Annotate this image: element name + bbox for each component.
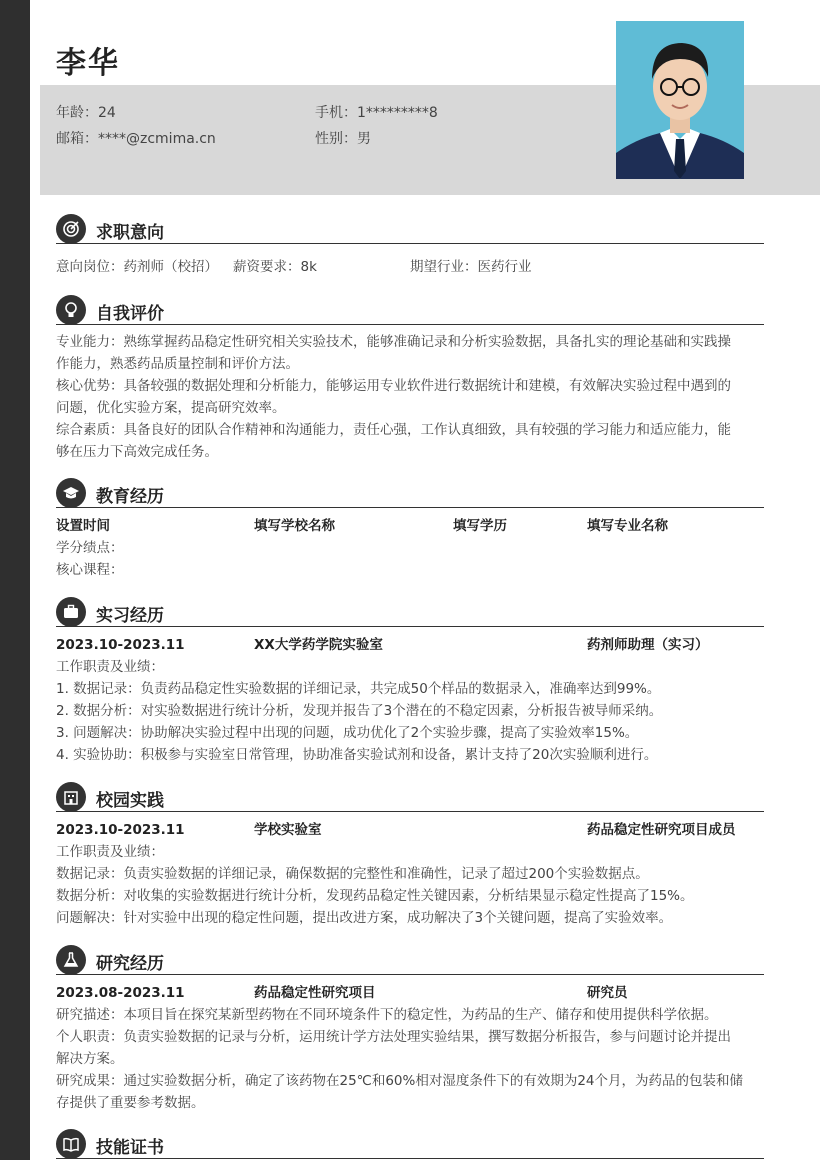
section-self-evaluation	[56, 295, 764, 463]
edu-major: 填写专业名称	[587, 518, 668, 534]
self-eval-line: 核心优势：具备较强的数据处理和分析能力，能够运用专业软件进行数据统计和建模，有效解决实验过程中遇到的	[56, 378, 731, 394]
target-icon	[56, 214, 86, 244]
section-campus-practice	[56, 782, 764, 929]
self-eval-line: 作能力，熟悉药品质量控制和评价方法。	[56, 356, 299, 372]
research-org: 药品稳定性研究项目	[254, 985, 376, 1001]
phone-info: 手机：1*********8	[315, 105, 438, 121]
intern-org: XX大学药学院实验室	[254, 637, 383, 653]
left-dark-bar	[0, 0, 30, 1160]
campus-line: 数据分析：对收集的实验数据进行统计分析，发现药品稳定性关键因素，分析结果显示稳定性提高了15%。	[56, 888, 694, 904]
intent-industry: 期望行业：医药行业	[410, 259, 532, 275]
section-title: 校园实践	[96, 791, 164, 811]
intent-position: 意向岗位：药剂师（校招）	[56, 259, 218, 275]
gender-info: 性别：男	[315, 131, 371, 147]
research-time: 2023.08-2023.11	[56, 985, 185, 1001]
section-title: 技能证书	[96, 1138, 164, 1158]
book-icon	[56, 1129, 86, 1159]
briefcase-icon	[56, 597, 86, 627]
self-eval-line: 专业能力：熟练掌握药品稳定性研究相关实验技术，能够准确记录和分析实验数据，具备扎实的理论基础和实践操	[56, 334, 731, 350]
section-internship	[56, 597, 764, 766]
edu-gpa: 学分绩点：	[56, 540, 124, 556]
section-title: 实习经历	[96, 606, 164, 626]
intern-role: 药剂师助理（实习）	[587, 637, 709, 653]
intent-salary: 薪资要求：8k	[233, 259, 317, 275]
flask-icon	[56, 945, 86, 975]
intern-line: 4. 实验协助：积极参与实验室日常管理，协助准备实验试剂和设备，累计支持了20次实验顺利进行。	[56, 747, 658, 763]
research-line: 研究描述：本项目旨在探究某新型药物在不同环境条件下的稳定性，为药品的生产、储存和使用提供科学依据。	[56, 1007, 718, 1023]
edu-school: 填写学校名称	[254, 518, 335, 534]
intern-time: 2023.10-2023.11	[56, 637, 185, 653]
research-line: 解决方案。	[56, 1051, 124, 1067]
section-title: 研究经历	[96, 954, 164, 974]
edu-time: 设置时间	[56, 518, 110, 534]
self-eval-line: 问题，优化实验方案，提高研究效率。	[56, 400, 286, 416]
intern-line: 工作职责及业绩：	[56, 659, 164, 675]
campus-org: 学校实验室	[254, 822, 322, 838]
email-info: 邮箱：****@zcmima.cn	[56, 131, 216, 147]
campus-line: 数据记录：负责实验数据的详细记录，确保数据的完整性和准确性，记录了超过200个实验数据点。	[56, 866, 649, 882]
campus-time: 2023.10-2023.11	[56, 822, 185, 838]
edu-courses: 核心课程：	[56, 562, 124, 578]
section-research	[56, 945, 764, 1114]
campus-line: 工作职责及业绩：	[56, 844, 164, 860]
section-title: 教育经历	[96, 487, 164, 507]
intern-line: 3. 问题解决：协助解决实验过程中出现的问题，成功优化了2个实验步骤，提高了实验效率15%。	[56, 725, 639, 741]
lightbulb-icon	[56, 295, 86, 325]
section-title: 求职意向	[96, 223, 164, 243]
research-line: 研究成果：通过实验数据分析，确定了该药物在25℃和60%相对湿度条件下的有效期为24个月，为药品的包装和储	[56, 1073, 744, 1089]
candidate-name: 李华	[56, 46, 120, 81]
section-education	[56, 478, 764, 581]
section-skills	[56, 1129, 764, 1159]
research-line: 个人职责：负责实验数据的记录与分析，运用统计学方法处理实验结果，撰写数据分析报告，参与问题讨论并提出	[56, 1029, 731, 1045]
graduation-cap-icon	[56, 478, 86, 508]
profile-photo	[616, 21, 744, 179]
age-info: 年龄：24	[56, 105, 116, 121]
section-title: 自我评价	[96, 304, 164, 324]
self-eval-line: 综合素质：具备良好的团队合作精神和沟通能力，责任心强，工作认真细致，具有较强的学习能力和适应能力，能	[56, 422, 731, 438]
research-role: 研究员	[587, 985, 628, 1001]
intern-line: 1. 数据记录：负责药品稳定性实验数据的详细记录，共完成50个样品的数据录入，准确率达到99%。	[56, 681, 661, 697]
research-line: 存提供了重要参考数据。	[56, 1095, 205, 1111]
edu-degree: 填写学历	[453, 518, 507, 534]
section-job-intent	[56, 214, 764, 278]
self-eval-line: 够在压力下高效完成任务。	[56, 444, 218, 460]
campus-role: 药品稳定性研究项目成员	[587, 822, 736, 838]
campus-line: 问题解决：针对实验中出现的稳定性问题，提出改进方案，成功解决了3个关键问题，提高了实验效率。	[56, 910, 673, 926]
intern-line: 2. 数据分析：对实验数据进行统计分析，发现并报告了3个潜在的不稳定因素，分析报告被导师采纳。	[56, 703, 663, 719]
building-icon	[56, 782, 86, 812]
